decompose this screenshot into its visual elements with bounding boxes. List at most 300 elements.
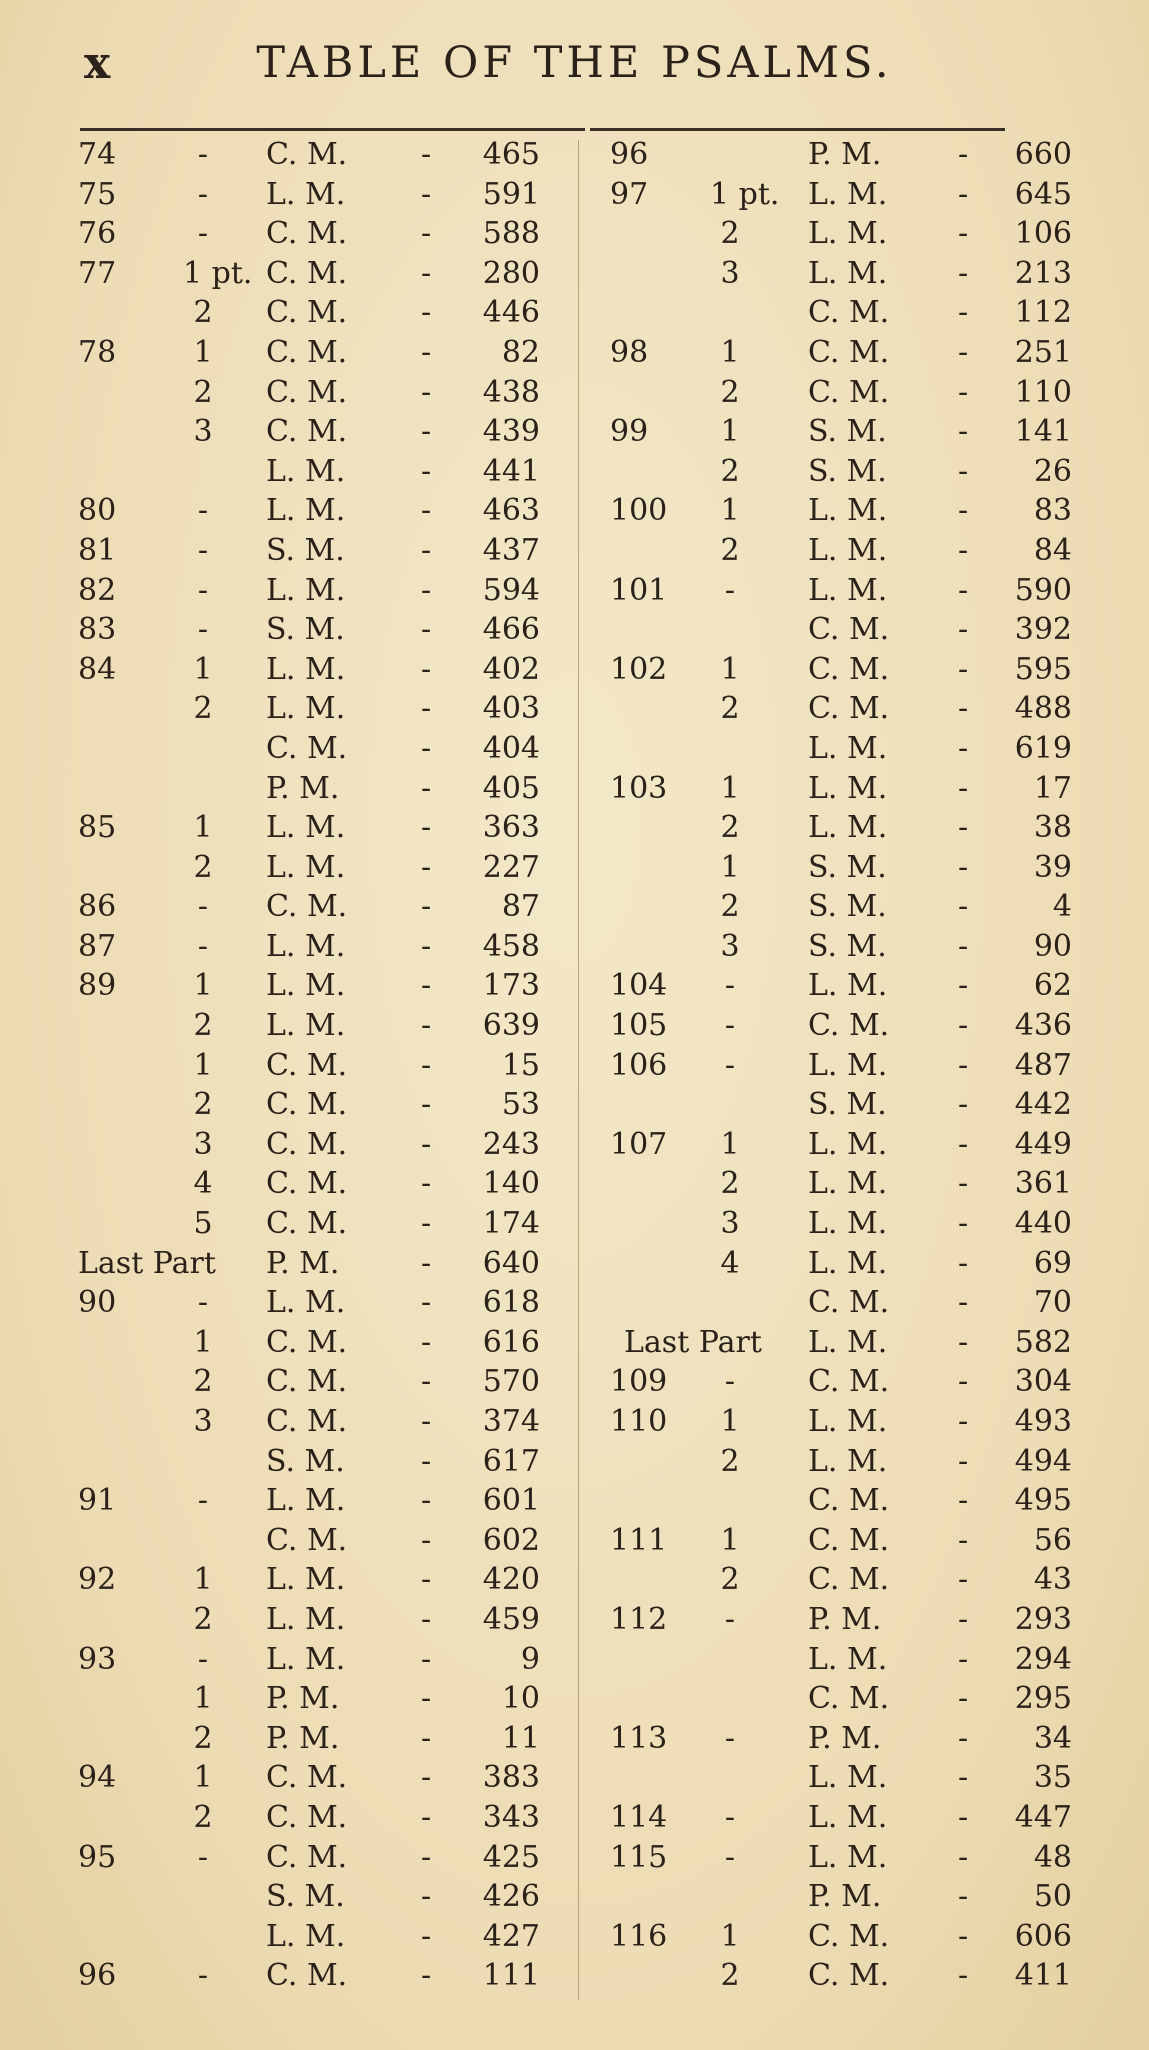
dash-cell: - [958,1522,969,1558]
part-cell: 2 [193,691,213,727]
page-number-cell: 602 [482,1522,540,1558]
psalm-number-cell: 84 [78,651,117,687]
page-number-cell: 427 [482,1918,540,1954]
page-number-cell: 420 [482,1562,540,1598]
metre-cell: L. M. [808,1839,888,1875]
page-number-cell: 449 [1014,1126,1072,1162]
psalm-number-cell: 96 [610,137,649,172]
dash-cell: - [958,1404,969,1439]
part-cell: 4 [720,1245,740,1281]
metre-cell: L. M. [808,1206,888,1242]
psalm-number-cell: 99 [610,414,649,450]
page-number-cell: 606 [1014,1918,1072,1954]
page-number-cell: 173 [482,968,540,1004]
metre-cell: L. M. [266,1601,346,1637]
page-number-cell: 15 [501,1047,540,1083]
header-rule-left [80,128,585,131]
metre-cell: P. M. [266,1720,340,1756]
dash-cell: - [421,1958,432,1994]
page-number-cell: 437 [482,532,540,568]
psalm-number-cell: 75 [78,176,117,212]
page-number-cell: 251 [1014,334,1072,370]
page-number-cell: 446 [482,295,540,331]
metre-cell: L. M. [808,1047,888,1083]
page-number-cell: 425 [482,1839,540,1875]
dash-cell: - [421,1404,432,1439]
page-number-cell: 84 [1033,532,1072,568]
page-number-cell: 374 [482,1404,540,1439]
metre-cell: C. M. [808,612,890,648]
dash-cell: - [958,770,969,806]
psalm-number-cell: 83 [78,612,117,648]
metre-cell: L. M. [808,1324,888,1360]
dash-cell: - [421,532,432,568]
page-number-cell: 53 [501,1087,540,1123]
dash-cell: - [421,1126,432,1162]
part-cell: 2 [193,849,213,885]
part-cell: - [197,612,209,648]
page-number-cell: 588 [482,216,540,252]
metre-cell: C. M. [808,691,890,727]
part-cell: 2 [193,295,213,331]
part-cell: - [197,176,209,212]
metre-cell: L. M. [266,810,346,846]
dash-cell: - [421,1601,432,1637]
metre-cell: L. M. [808,532,888,568]
part-cell: 2 [720,691,740,727]
page-number-cell: 447 [1014,1799,1072,1835]
part-cell: 1 [193,1324,213,1360]
page-number-cell: 616 [482,1324,540,1360]
metre-cell: L. M. [266,1918,346,1954]
dash-cell: - [421,1166,432,1202]
page-number-cell: 34 [1033,1720,1072,1756]
page-number-cell: 293 [1014,1601,1072,1637]
part-cell: - [197,137,209,172]
metre-cell: C. M. [808,295,890,331]
page-number-cell: 595 [1014,651,1072,687]
metre-cell: L. M. [808,176,888,212]
metre-cell: S. M. [266,532,345,568]
part-cell: 1 [720,770,740,806]
dash-cell: - [958,889,969,925]
psalm-number-cell: 86 [78,889,117,925]
page-number-cell: 26 [1033,453,1072,489]
page-number: x [84,38,111,89]
page-number-cell: 601 [482,1483,540,1519]
dash-cell: - [421,1720,432,1756]
page-number-cell: 440 [1014,1206,1072,1242]
page-number-cell: 436 [1014,1008,1072,1044]
part-cell: - [724,1720,736,1756]
metre-cell: C. M. [266,334,348,370]
metre-cell: C. M. [266,1958,348,1994]
dash-cell: - [958,374,969,410]
metre-cell: C. M. [808,1285,890,1321]
page-number-cell: 294 [1014,1641,1072,1677]
dash-cell: - [958,334,969,370]
dash-cell: - [958,532,969,568]
dash-cell: - [958,1364,969,1400]
metre-cell: L. M. [808,1760,888,1796]
metre-cell: C. M. [808,1483,890,1519]
dash-cell: - [958,255,969,291]
dash-cell: - [421,1681,432,1717]
metre-cell: C. M. [266,216,348,252]
metre-cell: C. M. [808,1364,890,1400]
part-cell: 1 [193,1562,213,1598]
dash-cell: - [421,1443,432,1479]
metre-cell: L. M. [808,770,888,806]
page-header [0,38,1149,98]
dash-cell: - [421,1008,432,1044]
dash-cell: - [421,176,432,212]
metre-cell: C. M. [808,1562,890,1598]
page-number-cell: 343 [482,1799,540,1835]
psalm-number-cell: 105 [610,1008,668,1044]
metre-cell: L. M. [266,928,346,964]
metre-cell: L. M. [266,1483,346,1519]
dash-cell: - [958,1324,969,1360]
part-cell: 2 [193,374,213,410]
psalm-number-cell: 107 [610,1126,668,1162]
dash-cell: - [421,1839,432,1875]
psalm-number-cell: 85 [78,810,117,846]
page-number-cell: 466 [482,612,540,648]
psalm-number-cell: 100 [610,493,668,529]
dash-cell: - [958,1126,969,1162]
part-cell: 1 pt. [183,255,253,291]
dash-cell: - [421,255,432,291]
part-cell: 1 [193,1047,213,1083]
metre-cell: L. M. [808,810,888,846]
dash-cell: - [421,374,432,410]
page-number-cell: 304 [1014,1364,1072,1400]
metre-cell: C. M. [266,137,348,172]
dash-cell: - [958,1483,969,1519]
metre-cell: L. M. [808,493,888,529]
part-cell: - [724,1799,736,1835]
page-number-cell: 112 [1014,295,1072,331]
dash-cell: - [958,137,969,172]
dash-cell: - [421,137,432,172]
psalm-number-cell: 102 [610,651,668,687]
metre-cell: C. M. [808,1008,890,1044]
part-cell: 2 [193,1008,213,1044]
part-cell: - [197,1839,209,1875]
metre-cell: P. M. [808,1601,882,1637]
part-cell: - [724,1839,736,1875]
part-label: Last Part [624,1324,762,1360]
metre-cell: P. M. [808,1879,882,1915]
psalm-number-cell: 81 [78,532,117,568]
dash-cell: - [958,691,969,727]
metre-cell: L. M. [808,255,888,291]
part-cell: 1 [720,1522,740,1558]
metre-cell: L. M. [808,1641,888,1677]
metre-cell: L. M. [266,849,346,885]
dash-cell: - [958,1562,969,1598]
part-cell: 1 [720,1404,740,1439]
psalm-number-cell: 78 [78,334,117,370]
dash-cell: - [958,1681,969,1717]
dash-cell: - [421,889,432,925]
metre-cell: S. M. [808,889,887,925]
dash-cell: - [421,1799,432,1835]
metre-cell: P. M. [266,770,340,806]
page-number-cell: 110 [1014,374,1072,410]
part-cell: 2 [193,1720,213,1756]
metre-cell: C. M. [266,1206,348,1242]
page-number-cell: 617 [482,1443,540,1479]
dash-cell: - [421,216,432,252]
part-cell: 2 [193,1364,213,1400]
page-number-cell: 140 [482,1166,540,1202]
dash-cell: - [421,968,432,1004]
dash-cell: - [421,1206,432,1242]
page-number-cell: 570 [482,1364,540,1400]
part-cell: 2 [720,216,740,252]
metre-cell: C. M. [266,1126,348,1162]
dash-cell: - [958,216,969,252]
dash-cell: - [421,849,432,885]
dash-cell: - [958,651,969,687]
metre-cell: C. M. [808,1681,890,1717]
metre-cell: L. M. [266,572,346,608]
part-cell: 3 [720,1206,740,1242]
part-cell: 1 [193,810,213,846]
part-cell: 2 [720,532,740,568]
dash-cell: - [958,1601,969,1637]
metre-cell: C. M. [266,295,348,331]
part-cell: 1 [193,334,213,370]
dash-cell: - [421,1483,432,1519]
metre-cell: S. M. [808,453,887,489]
page-number-cell: 493 [1014,1404,1072,1439]
page-number-cell: 70 [1033,1285,1072,1321]
dash-cell: - [958,849,969,885]
metre-cell: C. M. [266,414,348,450]
part-cell: 2 [720,374,740,410]
page-number-cell: 87 [501,889,540,925]
dash-cell: - [421,651,432,687]
part-cell: - [197,532,209,568]
dash-cell: - [958,968,969,1004]
dash-cell: - [421,1285,432,1321]
metre-cell: L. M. [808,730,888,766]
part-cell: 3 [193,1126,213,1162]
metre-cell: S. M. [808,1087,887,1123]
dash-cell: - [421,453,432,489]
page-number-cell: 243 [482,1126,540,1162]
page-number-cell: 495 [1014,1483,1072,1519]
metre-cell: P. M. [808,137,882,172]
page-number-cell: 494 [1014,1443,1072,1479]
psalm-number-cell: 90 [78,1285,117,1321]
metre-cell: C. M. [266,255,348,291]
metre-cell: L. M. [808,1443,888,1479]
metre-cell: L. M. [266,493,346,529]
page-number-cell: 363 [482,810,540,846]
part-cell: 1 [720,414,740,450]
part-label: Last Part [78,1245,216,1281]
metre-cell: L. M. [266,968,346,1004]
metre-cell: L. M. [808,1799,888,1835]
part-cell: - [197,1641,209,1677]
dash-cell: - [958,1087,969,1123]
metre-cell: S. M. [808,849,887,885]
page-number-cell: 82 [501,334,540,370]
metre-cell: C. M. [808,1958,890,1994]
part-cell: 1 [193,651,213,687]
dash-cell: - [958,1443,969,1479]
page-number-cell: 9 [520,1641,540,1677]
dash-cell: - [958,572,969,608]
psalm-number-cell: 80 [78,493,117,529]
psalm-number-cell: 111 [610,1522,668,1558]
dash-cell: - [958,453,969,489]
page-number-cell: 10 [501,1681,540,1717]
page-number-cell: 594 [482,572,540,608]
part-cell: 5 [193,1206,213,1242]
metre-cell: C. M. [266,1404,348,1439]
metre-cell: L. M. [808,1166,888,1202]
part-cell: - [724,1364,736,1400]
dash-cell: - [958,1839,969,1875]
part-cell: - [197,216,209,252]
metre-cell: L. M. [266,691,346,727]
part-cell: 2 [193,1799,213,1835]
part-cell: 1 [193,968,213,1004]
dash-cell: - [958,493,969,529]
page-number-cell: 227 [482,849,540,885]
dash-cell: - [958,1641,969,1677]
psalm-number-cell: 104 [610,968,668,1004]
dash-cell: - [958,414,969,450]
page-number-cell: 69 [1033,1245,1072,1281]
page-number-cell: 459 [482,1601,540,1637]
psalm-number-cell: 95 [78,1839,117,1875]
part-cell: - [197,1285,209,1321]
psalm-number-cell: 96 [78,1958,117,1994]
metre-cell: L. M. [808,216,888,252]
dash-cell: - [958,1760,969,1796]
metre-cell: L. M. [808,1126,888,1162]
psalm-number-cell: 89 [78,968,117,1004]
metre-cell: C. M. [808,1522,890,1558]
dash-cell: - [421,928,432,964]
psalm-number-cell: 112 [610,1601,668,1637]
page-number-cell: 39 [1033,849,1072,885]
part-cell: - [197,1958,209,1994]
part-cell: - [197,889,209,925]
page-number-cell: 441 [482,453,540,489]
part-cell: 2 [720,1958,740,1994]
page-number-cell: 17 [1033,770,1072,806]
dash-cell: - [421,1324,432,1360]
psalm-number-cell: 114 [610,1799,668,1835]
page-number-cell: 56 [1033,1522,1072,1558]
metre-cell: S. M. [808,928,887,964]
psalm-number-cell: 116 [610,1918,668,1954]
dash-cell: - [421,1364,432,1400]
page-number-cell: 174 [482,1206,540,1242]
dash-cell: - [958,928,969,964]
dash-cell: - [958,1166,969,1202]
psalm-number-cell: 98 [610,334,649,370]
dash-cell: - [958,295,969,331]
part-cell: 3 [720,928,740,964]
dash-cell: - [421,1918,432,1954]
part-cell: - [724,572,736,608]
metre-cell: C. M. [808,1918,890,1954]
dash-cell: - [421,1087,432,1123]
page-number-cell: 48 [1033,1839,1072,1875]
part-cell: 1 [193,1681,213,1717]
part-cell: 2 [720,453,740,489]
metre-cell: C. M. [266,730,348,766]
dash-cell: - [421,295,432,331]
part-cell: 1 pt. [710,176,780,212]
page-number-cell: 438 [482,374,540,410]
metre-cell: L. M. [266,176,346,212]
part-cell: 1 [720,493,740,529]
page-number-cell: 591 [482,176,540,212]
metre-cell: C. M. [808,374,890,410]
metre-cell: L. M. [266,1562,346,1598]
page-number-cell: 488 [1014,691,1072,727]
page-number-cell: 582 [1014,1324,1072,1360]
psalm-number-cell: 109 [610,1364,668,1400]
psalm-number-cell: 82 [78,572,117,608]
page-title: TABLE OF THE PSALMS. [256,38,893,88]
page-number-cell: 35 [1033,1760,1072,1796]
page-number-cell: 402 [482,651,540,687]
page-number-cell: 590 [1014,572,1072,608]
metre-cell: L. M. [808,1404,888,1439]
metre-cell: C. M. [266,1047,348,1083]
page-number-cell: 426 [482,1879,540,1915]
page-number-cell: 295 [1014,1681,1072,1717]
dash-cell: - [958,176,969,212]
metre-cell: P. M. [266,1681,340,1717]
part-cell: - [724,1008,736,1044]
metre-cell: L. M. [266,453,346,489]
page-number-cell: 463 [482,493,540,529]
metre-cell: L. M. [808,968,888,1004]
metre-cell: C. M. [266,1324,348,1360]
part-cell: 4 [193,1166,213,1202]
part-cell: 3 [720,255,740,291]
part-cell: 1 [720,334,740,370]
part-cell: 2 [193,1087,213,1123]
part-cell: - [724,1047,736,1083]
dash-cell: - [421,1760,432,1796]
dash-cell: - [421,1522,432,1558]
dash-cell: - [421,691,432,727]
page-number-cell: 487 [1014,1047,1072,1083]
part-cell: 2 [720,889,740,925]
dash-cell: - [958,1008,969,1044]
metre-cell: C. M. [266,889,348,925]
dash-cell: - [958,810,969,846]
psalm-number-cell: 103 [610,770,668,806]
page-number-cell: 458 [482,928,540,964]
psalm-number-cell: 97 [610,176,649,212]
dash-cell: - [958,1879,969,1915]
part-cell: - [197,572,209,608]
dash-cell: - [421,810,432,846]
